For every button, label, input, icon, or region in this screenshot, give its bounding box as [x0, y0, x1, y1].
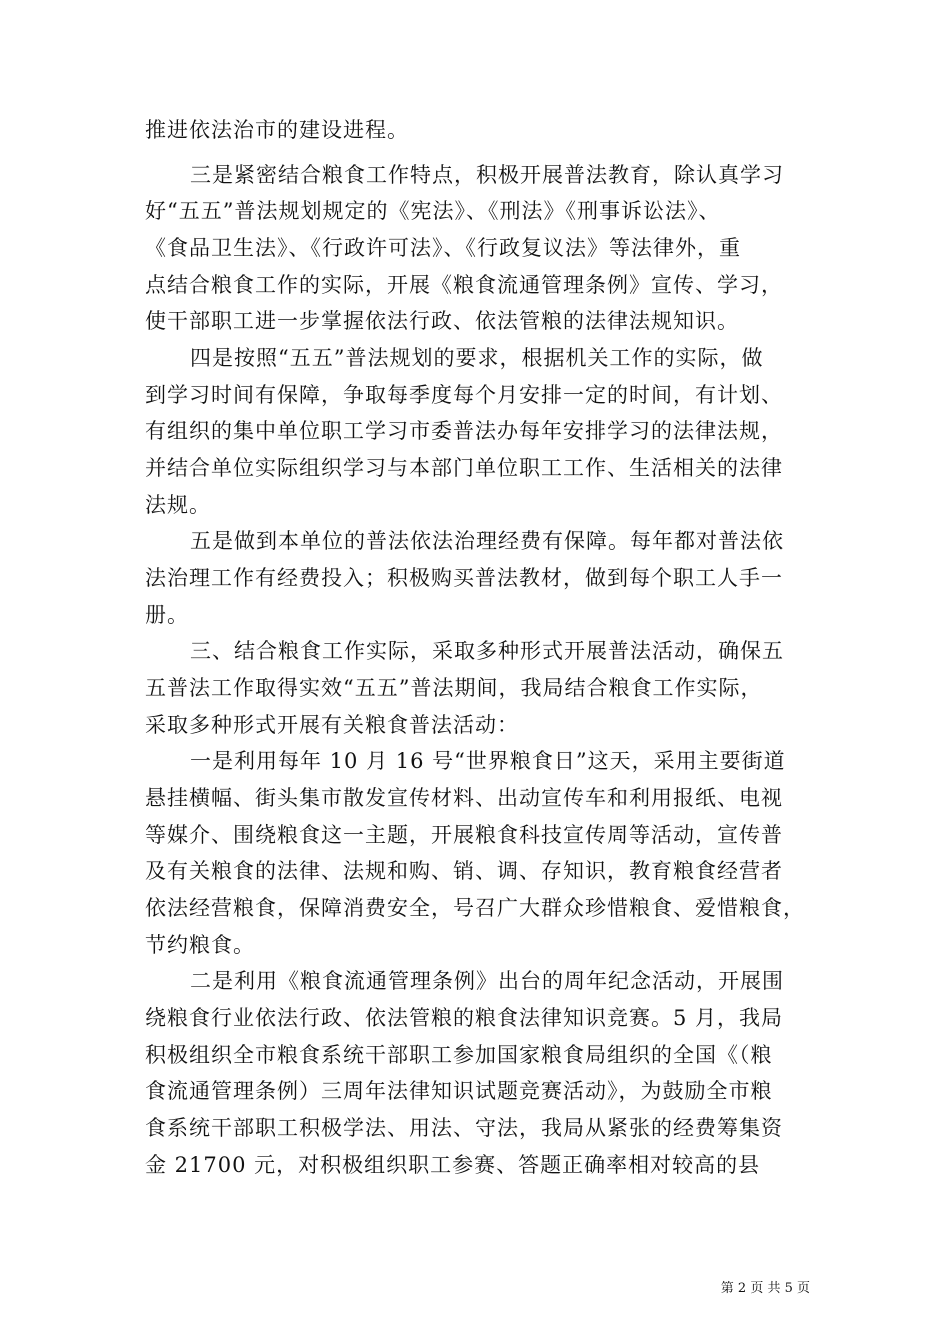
text-line: 并结合单位实际组织学习与本部门单位职工工作、生活相关的法律: [145, 456, 783, 480]
text-line: 好“五五”普法规划规定的《宪法》、《刑法》《刑事诉讼法》、: [145, 199, 721, 223]
text-line: 五普法工作取得实效“五五”普法期间，我局结合粮食工作实际，: [145, 676, 763, 700]
text-line: 点结合粮食工作的实际，开展《粮食流通管理条例》宣传、学习，: [145, 273, 783, 297]
text-line: 四是按照“五五”普法规划的要求，根据机关工作的实际，做: [190, 346, 764, 370]
text-line: 使干部职工进一步掌握依法行政、依法管粮的法律法规知识。: [145, 309, 739, 333]
page-number-footer: 第 2 页 共 5 页: [720, 1281, 810, 1296]
text-line: 二是利用《粮食流通管理条例》出台的周年纪念活动，开展围: [190, 969, 784, 993]
text-line: 食系统干部职工积极学法、用法、守法，我局从紧张的经费筹集资: [145, 1116, 783, 1140]
text-line: 采取多种形式开展有关粮食普法活动：: [145, 713, 519, 737]
text-line: 等媒介、围绕粮食这一主题，开展粮食科技宣传周等活动，宣传普: [145, 823, 783, 847]
text-line: 积极组织全市粮食系统干部职工参加国家粮食局组织的全国《（粮: [145, 1043, 773, 1067]
text-line: 节约粮食。: [145, 933, 255, 957]
text-line: 悬挂横幅、街头集市散发宣传材料、出动宣传车和利用报纸、电视: [145, 786, 783, 810]
text-line: 有组织的集中单位职工学习市委普法办每年安排学习的法律法规，: [145, 419, 783, 443]
text-line: 法规。: [145, 493, 211, 517]
text-line: 依法经营粮食，保障消费安全，号召广大群众珍惜粮食、爱惜粮食，: [145, 896, 805, 920]
text-line: 到学习时间有保障，争取每季度每个月安排一定的时间，有计划、: [145, 383, 783, 407]
text-line: 法治理工作有经费投入；积极购买普法教材，做到每个职工人手一: [145, 566, 783, 590]
text-line: 三是紧密结合粮食工作特点，积极开展普法教育，除认真学习: [190, 163, 784, 187]
text-line: 绕粮食行业依法行政、依法管粮的粮食法律知识竞赛。5 月，我局: [145, 1006, 784, 1030]
text-line: 三、结合粮食工作实际，采取多种形式开展普法活动，确保五: [190, 639, 784, 663]
text-line: 册。: [145, 603, 189, 627]
text-line: 金 21700 元，对积极组织职工参赛、答题正确率相对较高的县: [145, 1153, 761, 1177]
text-line: 一是利用每年 10 月 16 号“世界粮食日”这天，采用主要街道: [190, 749, 786, 773]
text-line: 及有关粮食的法律、法规和购、销、调、存知识，教育粮食经营者: [145, 859, 783, 883]
text-line: 《食品卫生法》、《行政许可法》、《行政复议法》等法律外，重: [145, 236, 741, 260]
text-line: 食流通管理条例）三周年法律知识试题竞赛活动》，为鼓励全市粮: [145, 1079, 773, 1103]
text-line: 五是做到本单位的普法依法治理经费有保障。每年都对普法依: [190, 529, 784, 553]
text-line: 推进依法治市的建设进程。: [145, 118, 409, 142]
